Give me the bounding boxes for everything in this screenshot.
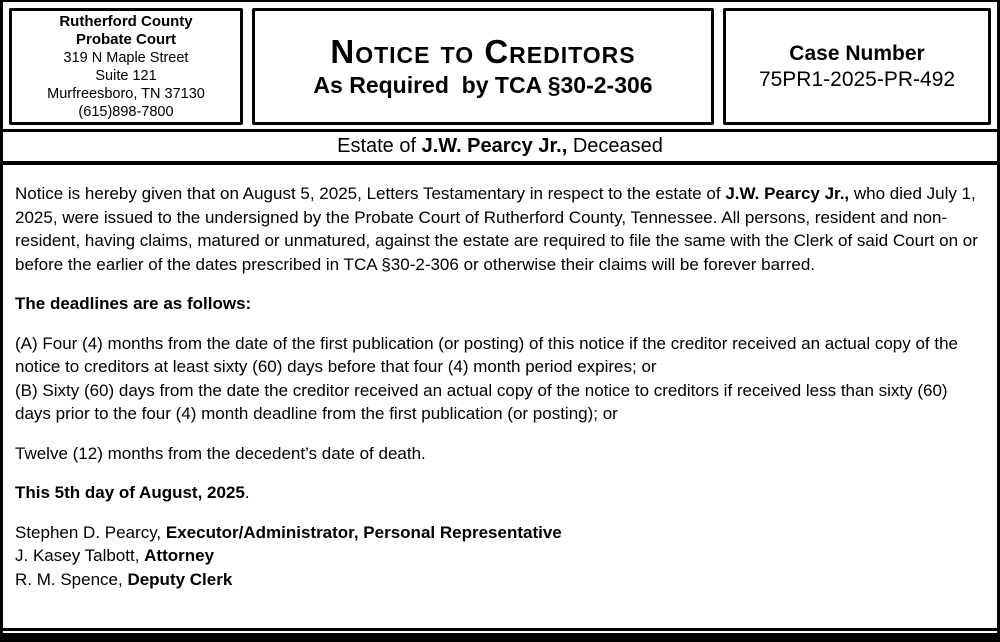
deadline-item-twelve-months xyxy=(15,442,985,466)
text-segment: (B) Sixty (60) days from the date the creditor received an actual copy of the notice to creditors if received less than sixty (60) days prior to the four (4) month deadline from the first publication (or posting); or xyxy=(15,380,948,423)
text-segment: Notice is hereby given that on August 5, 2025, Letters Testamentary in respect to the estate of xyxy=(15,184,726,203)
case-number-value: 75PR1-2025-PR-492 xyxy=(758,67,956,91)
text-segment: Twelve (12) months from the decedent’s date of death. xyxy=(15,443,426,463)
header-row xyxy=(3,2,997,125)
dated-line xyxy=(15,481,985,505)
text-segment: Executor/Administrator, Personal Representative xyxy=(165,522,562,542)
notice-title: Notice to Creditors xyxy=(330,32,636,70)
estate-text xyxy=(337,135,663,157)
text-segment: Stephen D. Pearcy, xyxy=(15,522,166,542)
deadlines-heading xyxy=(15,292,985,316)
text-segment: Estate of xyxy=(337,135,422,157)
deadline-item-b xyxy=(15,379,985,426)
notice-paragraph xyxy=(15,182,985,276)
notice-subtitle: As Required by TCA §30-2-306 xyxy=(313,71,653,98)
text-segment: Deputy Clerk xyxy=(127,569,233,589)
document-body xyxy=(3,165,997,631)
text-segment: The deadlines are as follows: xyxy=(15,294,252,313)
notice-title-box xyxy=(252,8,714,125)
signature-line-deputy-clerk xyxy=(15,568,985,592)
estate-bar xyxy=(3,129,997,165)
case-number-label: Case Number xyxy=(789,41,925,65)
signature-line-attorney xyxy=(15,544,985,568)
case-number-box xyxy=(723,8,991,125)
court-address-line: (615)898-7800 xyxy=(78,104,174,120)
text-segment: (A) Four (4) months from the date of the first publication (or posting) of this notice if the creditor received an actual copy of the notice to creditors at least sixty (60) days before that four (4) month period expires; or xyxy=(15,333,959,376)
court-address-line: Rutherford County xyxy=(59,13,193,30)
text-segment: J.W. Pearcy Jr., xyxy=(725,184,850,203)
court-address-line: Probate Court xyxy=(75,31,176,48)
text-segment: J.W. Pearcy Jr., xyxy=(421,135,568,157)
text-segment: who died July 1, 2025, were issued to the undersigned by the Probate Court of Rutherford County, Tennessee. All persons, resident and non-resident, having claims, matured or unmatured, against the estate are required to file the same with the Clerk of said Court on or before the earlier of the dates prescribed in TCA §30-2-306 or otherwise their claims will be forever barred. xyxy=(15,184,978,274)
court-address-box xyxy=(9,8,243,125)
text-segment: R. M. Spence, xyxy=(15,569,128,589)
bottom-scan-bar xyxy=(3,633,997,642)
signature-line-executor xyxy=(15,521,985,545)
text-segment: Deceased xyxy=(567,135,663,157)
text-segment: J. Kasey Talbott, xyxy=(15,546,145,565)
court-address-line: Murfreesboro, TN 37130 xyxy=(47,86,205,102)
text-segment: . xyxy=(244,483,250,502)
court-address-line: Suite 121 xyxy=(95,68,157,84)
text-segment: This 5th day of August, 2025 xyxy=(15,483,245,502)
text-segment: Attorney xyxy=(144,546,215,565)
court-address-line: 319 N Maple Street xyxy=(63,50,189,66)
deadline-item-a xyxy=(15,332,985,379)
